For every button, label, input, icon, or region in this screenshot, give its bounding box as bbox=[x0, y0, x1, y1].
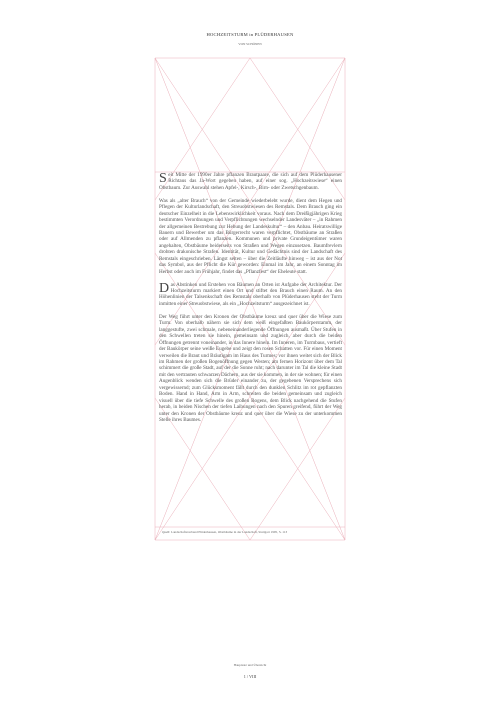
paragraph-2 bbox=[159, 198, 342, 275]
page-subtitle: VON SCHÖNEN bbox=[238, 42, 262, 46]
paragraph-text: Was als „alter Brauch“ von der Gemeinde wiederbelebt wurde, dient dem Hegen und Pflegen der Kulturlandschaft, den Streuobstwiesen des Remstals. Dem Brauch ging ein deutscher Einzelheit in die Lebenswirklichkeit voraus. Nach dem Dreißigjährigen Krieg bestimmten Verordnungen und Verpflichtungen wechselnder Landesväter – „in Rahmen der allgemeinen Bestrebung zur Hebung der Landeskultur“ – den Anbau. Heiratswillige Bauern und Bewerber um das Bürgerrecht waren verpflichtet, Obstbäume an Straßen oder auf Allmenden zu pflanzen. Kommunen und private Grundeigentümer waren angehalten, Obstbäume beiderseits von Straßen und Wegen einzusetzen. Baumfrevlern drohten drakonische Strafen. Identität, Kultur und Gedächtnis sind der Landschaft des Remstals eingeschrieben. Längst selten – über die Zeitläufte hinweg – ist aus der Not das Symbol, aus der Pflicht die Kür geworden: Einmal im Jahr, an einem Sonntag im Herbst oder auch im Frühjahr, findet das „Pflanzfest“ der Eheleute statt. bbox=[159, 197, 342, 275]
source-citation: Quell: Landschaftsverband Plüderhausen, Obstbäume in der Landschaft, Stuttgart 1995, S. 113 bbox=[162, 530, 288, 534]
drop-cap: S bbox=[159, 171, 167, 186]
drop-cap: D bbox=[159, 280, 170, 296]
paragraph-3 bbox=[159, 282, 342, 308]
paragraph-4 bbox=[159, 314, 342, 424]
paragraph-text: eit Mitte der 1990er Jahre pflanzen Brautpaare, die sich auf dem Plüderhausener Richtaus das Ja-Wort gegeben haben, auf einer sog. „Hochzeitswiese“ einen Obstbaum. Zur Auswahl stehen Apfel-, Kirsch-, Birn- oder Zwetschgenbaum. bbox=[159, 172, 342, 191]
footer-note: Hauptsatz und Übersicht bbox=[233, 663, 267, 667]
paragraph-text: as Abstinken und Erstehen von Bäumen an Orten ist Aufgabe der Architektur. Der Hochzeitsturm markiert einen Ort und stiftet den Brauch einen Raum. An den Höhenlinien der Talsenkschaft des Remstals oberhalb von Plüderhausen steht der Turm inmitten einer Streuobstwiese, als ein „Hochzeitsturm“ ausgezeichnet ist. bbox=[159, 281, 342, 307]
page-title: HOCHZEITSTURM in PLÜDERHAUSEN bbox=[206, 32, 294, 37]
paragraph-text: Der Weg führt unter den Kronen der Obstbäume kreuz und quer über die Wiese zum Turm. Von oberhalb nähern sie sich dem weiß eingefaßten Baukörperstamm, der langgestufte, zwei schmale, nebeneinanderliegende Öffnungen ausmaßt. Über Stufen in den Schwellen treten sie hinein, gemeinsam und zugleich, aber durch die beiden Öffnungen getrennt voneinander, in das Innere hinein. Im Inneren, im Turmbaus, vertieft der Baukörper seine weiße Eugebe und zeigt den rosen Schatten vor. Für einen Moment verweilen die Braut und Bräutigam im Haus des Turmes; vor ihnen weitet sich der Blick im Rahmen der großen Bogenöffnung gegen Westen; am fernen Horizont über dem Tal schimmert die große Stadt, auf der die Sonne ruht; nach darunter im Tal die kleine Stadt mit den vertrauten schwarzen Dächern, aus der sie kommen, in der sie wohnen; für einen Augenblick wenden sich die Brüder einander zu, der gegebenen Versprechens sich vergewissernd; zum Glücksmoment fällt durch den dunklen Schlitz im rot gepflanzten Boden. Hand in Hand, Arm in Arm, schreiten die beiden gemeinsam und zugleich visuell über die tiefe Schwelle des großen Bogens, dem Blick nachgehend die Stufen herab, in beiden Nischen der tiefen Laibungen nach den Spuren greifend, führt der Weg unter den Kronen der Obstbäume kreuz und quer über die Wiese zu der unterkommen Stelle ihres Baumes. bbox=[159, 313, 342, 424]
paragraph-1 bbox=[159, 172, 342, 191]
page-number: 1 / VIII bbox=[243, 674, 257, 679]
article-body bbox=[159, 172, 342, 430]
